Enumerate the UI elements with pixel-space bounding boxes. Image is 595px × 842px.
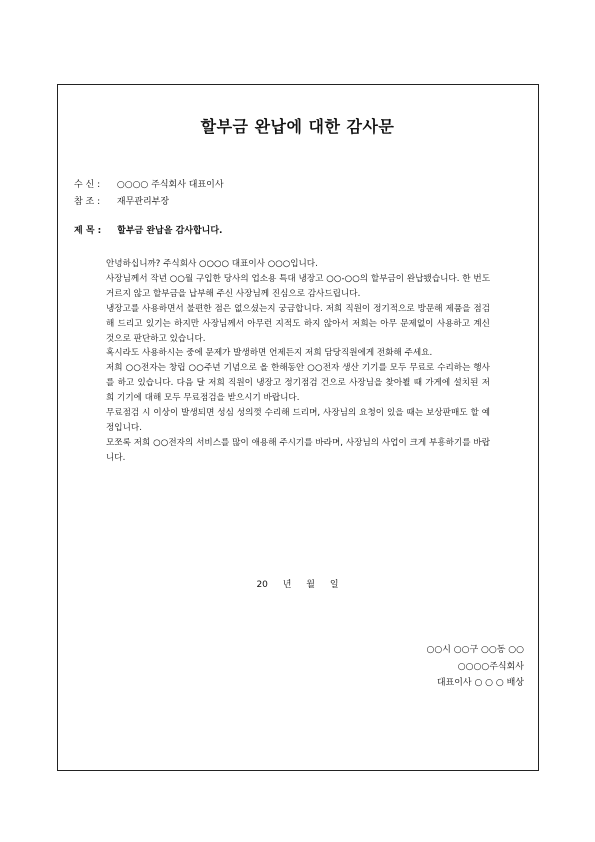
subject-line (74, 223, 222, 236)
reference-label: 참 조 : (74, 197, 101, 207)
body-paragraph-inquiry: 냉장고를 사용하면서 불편한 점은 없으셨는지 궁금합니다. 저희 직원이 정기적으로 방문해 제품을 점검해 드리고 있기는 하지만 사장님께서 아무런 지적도 하지 않아서 저희는 아무 문제없이 사용하고 계신 것으로 판단하고 있습니다. (106, 303, 490, 344)
document-title: 할부금 완납에 대한 감사문 (200, 117, 395, 136)
sender-address: ○○시 ○○구 ○○동 ○○ (426, 645, 524, 655)
body-paragraph-repair: 무료점검 시 이상이 발생되면 성심 성의껏 수리해 드리며, 사장님의 요청이 있을 때는 보상판매도 할 예정입니다. (106, 408, 490, 433)
recipient-line (74, 177, 224, 190)
letter-date: 20 년 월 일 (256, 580, 339, 590)
subject-label: 제 목 : (74, 226, 102, 236)
sender-signatory: 대표이사 ○ ○ ○ 배상 (436, 678, 524, 688)
body-paragraph-event: 저희 ○○전자는 창립 ○○주년 기념으로 올 한해동안 ○○전자 생산 기기를 모두 무료로 수리하는 행사를 하고 있습니다. 다음 달 저희 직원이 냉장고 정기점검 건으로 사장님을 찾아뵐 때 가게에 설치된 저희 기기에 대해 모두 무료점검을 받으시기 바랍니다. (106, 363, 490, 404)
letter-body (106, 257, 490, 466)
body-paragraph-contact: 혹시라도 사용하시는 중에 문제가 발생하면 언제든지 저희 담당직원에게 전화해 주세요. (106, 348, 433, 359)
recipient-label: 수 신 : (74, 180, 101, 190)
sender-company: ○○○○주식회사 (457, 662, 524, 672)
body-paragraph-closing: 모쪼록 저희 ○○전자의 서비스를 많이 애용해 주시기를 바라며, 사장님의 사업이 크게 부흥하기를 바랍니다. (106, 437, 490, 463)
body-paragraph-greeting: 안녕하십니까? 주식회사 ○○○○ 대표이사 ○○○입니다. (106, 259, 318, 269)
reference-value: 재무관리부장 (116, 197, 170, 207)
subject-value: 할부금 완납을 감사합니다. (117, 226, 223, 236)
reference-line (74, 194, 169, 207)
body-paragraph-completion: 사장님께서 작년 ○○월 구입한 당사의 업소용 특대 냉장고 ○○-○○의 할부금이 완납됐습니다. 한 번도 거르지 않고 할부금을 납부해 주신 사장님께 진심으로 감사드립니다. (106, 273, 490, 299)
recipient-value: ○○○○ 주식회사 대표이사 (116, 180, 224, 190)
